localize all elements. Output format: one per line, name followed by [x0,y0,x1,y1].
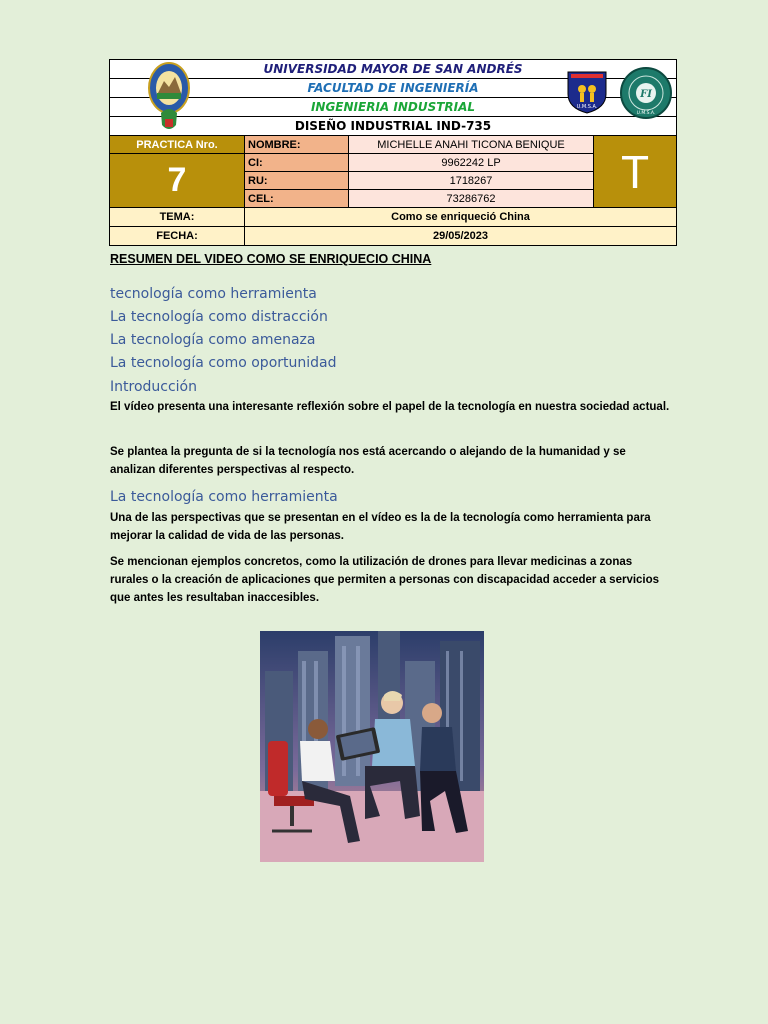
university-name: UNIVERSIDAD MAYOR DE SAN ANDRÉS [110,60,677,79]
section-paragraph-1: Una de las perspectivas que se presentan en el vídeo es la de la tecnología como herramienta para mejorar la calidad de vida de las personas. [110,512,651,542]
career-name: INGENIERIA INDUSTRIAL [110,98,677,117]
field-label: CEL: [245,190,349,208]
field-value-ci: 9962242 LP [349,154,594,172]
university-coat-of-arms-logo [146,61,192,135]
intro-paragraph-2: Se plantea la pregunta de si la tecnología nos está acercando o alejando de la humanidad y se analizan diferentes perspectivas al respecto. [110,446,626,476]
course-name: DISEÑO INDUSTRIAL IND-735 [110,117,677,136]
fecha-value: 29/05/2023 [245,227,677,246]
svg-text:FI: FI [640,89,652,100]
practica-label: PRACTICA Nro. [110,136,245,154]
letter-cell: T [594,136,677,208]
field-label: NOMBRE: [245,136,349,154]
heading-technology-distraction: La tecnología como distracción [110,309,328,325]
tema-value: Como se enriqueció China [245,208,677,227]
heading-introduction: Introducción [110,379,197,395]
field-value-name: MICHELLE ANAHI TICONA BENIQUE [349,136,594,154]
practica-number: 7 [110,154,245,208]
field-label: CI: [245,154,349,172]
intro-paragraph-1: El vídeo presenta una interesante reflexión sobre el papel de la tecnología en nuestra sociedad actual. [110,401,670,413]
illustration-people-with-tablet [260,631,484,862]
heading-technology-threat: La tecnología como amenaza [110,332,316,348]
field-value-ru: 1718267 [349,172,594,190]
heading-technology-opportunity: La tecnología como oportunidad [110,355,337,371]
field-label: RU: [245,172,349,190]
field-value-cel: 73286762 [349,190,594,208]
logo-mid-text: U.M.S.A. [576,104,598,110]
fecha-label: FECHA: [110,227,245,246]
section-paragraph-2: Se mencionan ejemplos concretos, como la utilización de drones para llevar medicinas a zonas rurales o la creación de aplicaciones que permiten a personas con discapacidad acceder a servicios que antes les resultaban inaccesibles. [110,556,660,604]
tema-label: TEMA: [110,208,245,227]
logo-right-text: U.M.S.A. [636,111,656,116]
engineering-faculty-logo [618,66,674,120]
heading-technology-tool: tecnología como herramienta [110,286,317,302]
section-heading-tool: La tecnología como herramienta [110,489,338,505]
umsa-shield-logo [565,68,609,114]
summary-title: RESUMEN DEL VIDEO COMO SE ENRIQUECIO CHINA [110,252,432,266]
faculty-name: FACULTAD DE INGENIERÍA [110,79,677,98]
